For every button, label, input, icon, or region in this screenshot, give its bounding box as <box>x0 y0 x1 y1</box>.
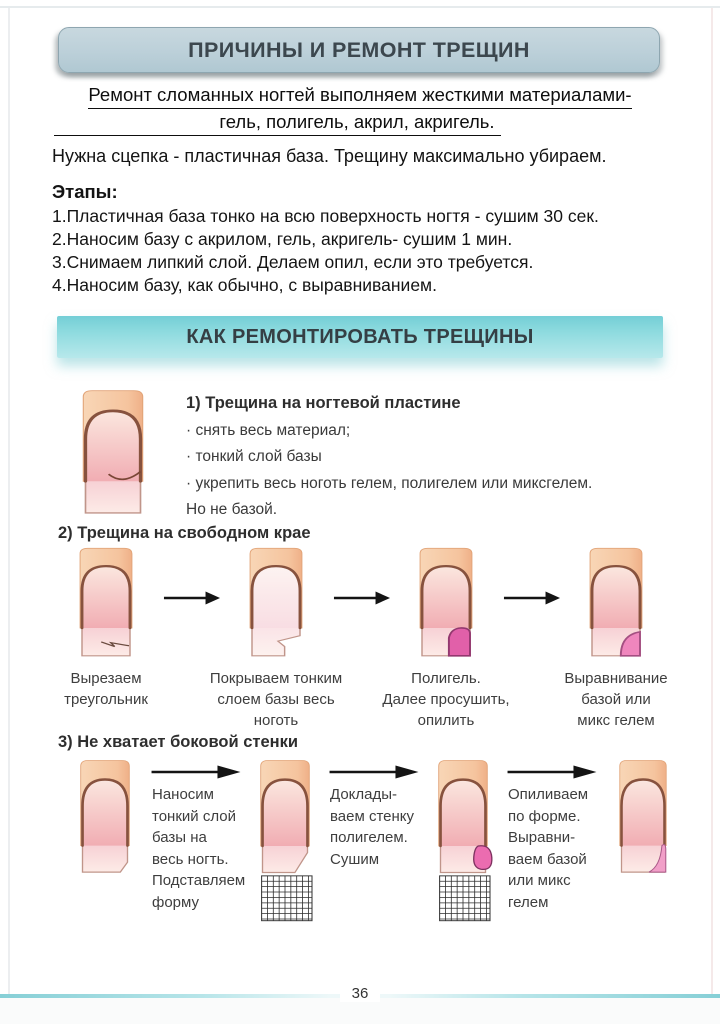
case3-label-2: Доклады- ваем стенку полигелем. Сушим <box>330 786 415 868</box>
arrow-right-icon <box>333 590 391 606</box>
nail-form-polygel-wall-illustration <box>418 758 508 924</box>
page-border-right <box>711 8 713 1004</box>
case2-title: 2) Трещина на свободном крае <box>58 524 311 542</box>
case2-caption-4: Выравнивание базой или микс гелем <box>564 670 668 729</box>
nail-on-form-illustration <box>240 758 330 924</box>
case3-title: 3) Не хватает боковой стенки <box>58 733 299 751</box>
intro-line-1: Ремонт сломанных ногтей выполняем жесткими материалами- <box>88 82 631 109</box>
page-border-top <box>0 6 720 8</box>
case1-bullet-2: · тонкий слой базы <box>186 448 322 465</box>
nail-triangle-cut-illustration <box>228 546 324 662</box>
case1-bullet-1: · снять весь материал; <box>186 421 351 439</box>
intro-underlined-text <box>40 82 680 136</box>
page-number: 36 <box>0 985 720 1002</box>
arrow-right-icon <box>328 764 420 780</box>
case2-caption-2: Покрываем тонким слоем базы весь ноготь <box>209 670 343 729</box>
page-title: ПРИЧИНЫ И РЕМОНТ ТРЕЩИН <box>58 27 660 73</box>
arrow-right-icon <box>506 764 598 780</box>
case3-label-3: Опиливаем по форме. Выравни- ваем базой или микс гелем <box>508 786 589 911</box>
step-item-1: 1.Пластичная база тонко на всю поверхность ногтя - сушим 30 сек. <box>52 206 599 226</box>
nail-crack-on-plate-illustration <box>58 388 168 520</box>
nail-polygel-patch-illustration <box>398 546 494 662</box>
steps-heading: Этапы: <box>52 181 118 202</box>
nail-finished-side-wall-illustration <box>600 758 686 882</box>
arrow-right-icon <box>503 590 561 606</box>
step-item-2: 2.Наносим базу с акрилом, гель, акригель- сушим 1 мин. <box>52 229 513 249</box>
page-border-left <box>8 8 10 1004</box>
case1-text <box>186 390 666 524</box>
nail-leveled-patch-illustration <box>568 546 664 662</box>
case2-caption-3: Полигель. Далее просушить, опилить <box>382 670 510 729</box>
case1-title: 1) Трещина на ногтевой пластине <box>186 394 461 412</box>
step-item-4: 4.Наносим базу, как обычно, с выравниванием. <box>52 275 437 295</box>
arrow-right-icon <box>163 590 221 606</box>
nail-missing-side-wall-illustration <box>60 758 150 882</box>
case2-caption-1: Вырезаем треугольник <box>64 670 148 708</box>
case3-label-1: Наносим тонкий слой базы на весь ногть. Подставляем форму <box>152 786 246 911</box>
intro-paragraph: Нужна сцепка - пластичная база. Трещину максимально убираем. <box>52 146 607 166</box>
intro-line-2: гель, полигель, акрил, акригель. <box>54 109 500 136</box>
section-title-how-to-repair: КАК РЕМОНТИРОВАТЬ ТРЕЩИНЫ <box>57 316 663 358</box>
steps-list <box>52 205 682 297</box>
step-item-3: 3.Снимаем липкий слой. Делаем опил, если это требуется. <box>52 252 534 272</box>
arrow-right-icon <box>150 764 242 780</box>
case1-bullet-3: · укрепить весь ноготь гелем, полигелем или миксгелем. <box>186 474 593 492</box>
case1-note: Но не базой. <box>186 501 278 518</box>
nail-crack-free-edge-illustration <box>58 546 154 662</box>
